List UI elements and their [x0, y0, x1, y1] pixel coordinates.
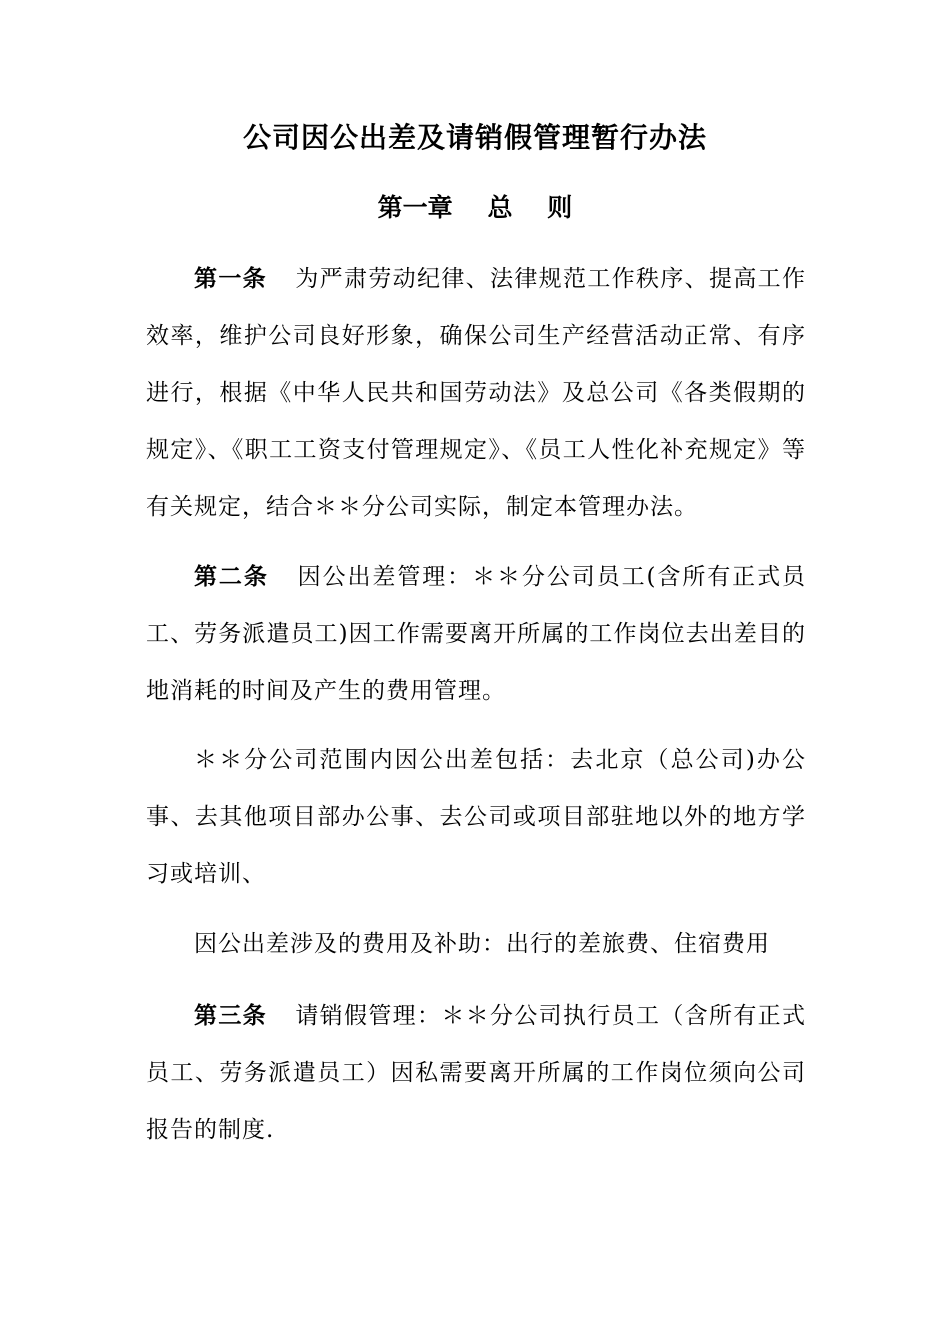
- chapter-heading: 第一章 总 则: [377, 193, 573, 222]
- article-1-paragraph: [146, 250, 806, 536]
- business-trip-scope-paragraph: [146, 732, 806, 903]
- article-3-paragraph: [146, 987, 806, 1159]
- article-label: 第一条: [194, 265, 267, 292]
- article-2-paragraph: [146, 548, 806, 720]
- article-text: 为严肃劳动纪律、法律规范工作秩序、提高工作效率，维护公司良好形象，确保公司生产经营活动正常、有序进行，根据《中华人民共和国劳动法》及总公司《各类假期的规定》、《职工工资支付管理规定》、《员工人性化补充规定》等有关规定，结合＊＊分公司实际，制定本管理办法。: [146, 266, 806, 520]
- article-label: 第二条: [194, 563, 269, 590]
- article-text: 因公出差管理：＊＊分公司员工(含所有正式员工、劳务派遣员工)因工作需要离开所属的工作岗位去出差目的地消耗的时间及产生的费用管理。: [146, 564, 807, 704]
- document-title: 公司因公出差及请销假管理暂行办法: [242, 121, 707, 154]
- paragraph-text: 因公出差涉及的费用及补助：出行的差旅费、住宿费用: [194, 931, 770, 957]
- paragraph-text: ＊＊分公司范围内因公出差包括：去北京（总公司)办公事、去其他项目部办公事、去公司或项目部驻地以外的地方学习或培训、: [146, 747, 806, 887]
- article-label: 第三条: [194, 1002, 267, 1029]
- business-trip-expense-paragraph: [146, 916, 806, 973]
- article-text: 请销假管理：＊＊分公司执行员工（含所有正式员工、劳务派遣员工）因私需要离开所属的工作岗位须向公司报告的制度.: [146, 1003, 806, 1143]
